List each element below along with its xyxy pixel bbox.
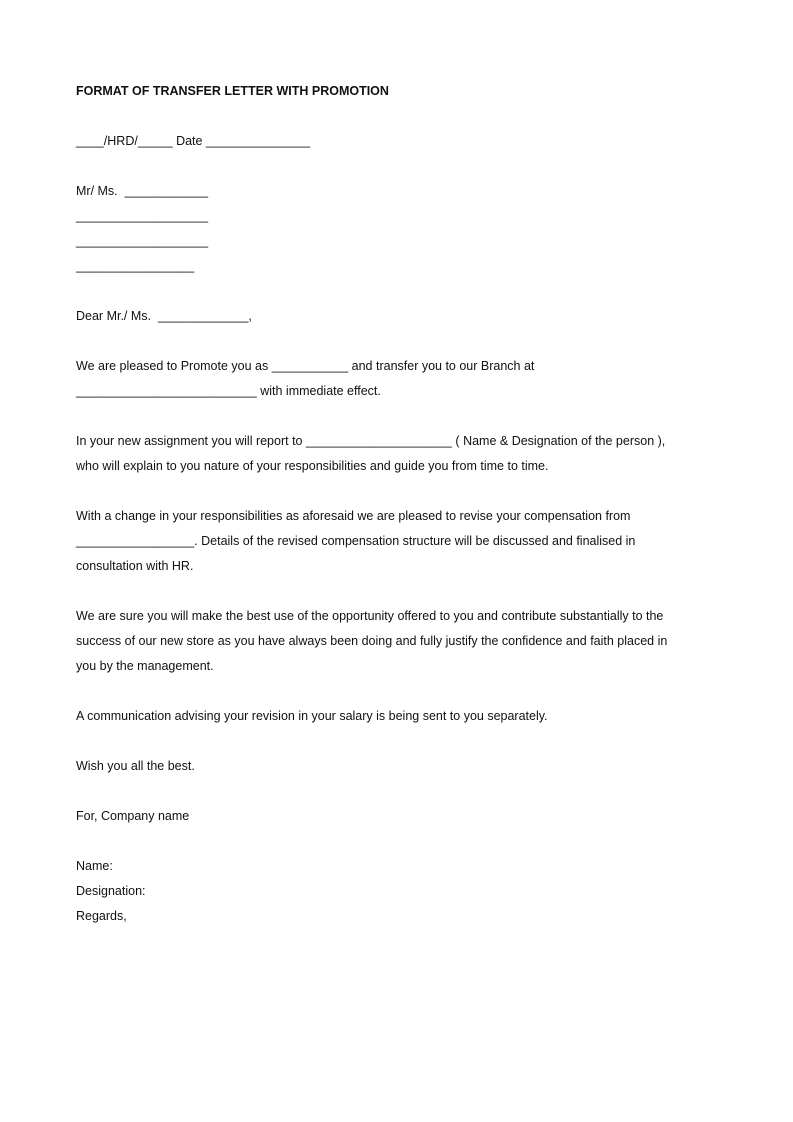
paragraph-opportunity-line-1: We are sure you will make the best use of the opportunity offered to you and contribute substantially to the xyxy=(76,609,664,623)
paragraph-promotion-line-2: __________________________ with immediate effect. xyxy=(76,384,381,398)
wish-line: Wish you all the best. xyxy=(76,759,195,773)
paragraph-compensation-line-3: consultation with HR. xyxy=(76,559,194,573)
paragraph-promotion-line-1: We are pleased to Promote you as ___________ and transfer you to our Branch at xyxy=(76,359,535,373)
paragraph-compensation-line-1: With a change in your responsibilities as aforesaid we are pleased to revise your compensation from xyxy=(76,509,631,523)
address-line-4: _________________ xyxy=(76,259,195,273)
paragraph-compensation-line-2: _________________. Details of the revised compensation structure will be discussed and finalised in xyxy=(76,534,636,548)
paragraph-opportunity-line-3: you by the management. xyxy=(76,659,214,673)
designation-label: Designation: xyxy=(76,884,146,898)
paragraph-reporting-line-2: who will explain to you nature of your responsibilities and guide you from time to time. xyxy=(76,459,549,473)
for-company-line: For, Company name xyxy=(76,809,190,823)
paragraph-salary-communication: A communication advising your revision in your salary is being sent to you separately. xyxy=(76,709,548,723)
address-line-3: ___________________ xyxy=(76,234,209,248)
paragraph-opportunity-line-2: success of our new store as you have always been doing and fully justify the confidence and faith placed in xyxy=(76,634,668,648)
paragraph-reporting-line-1: In your new assignment you will report to _____________________ ( Name & Designation of the person ), xyxy=(76,434,666,448)
salutation: Dear Mr./ Ms. _____________, xyxy=(76,309,252,323)
regards-line: Regards, xyxy=(76,909,127,923)
document-title: FORMAT OF TRANSFER LETTER WITH PROMOTION xyxy=(76,84,389,98)
address-line-2: ___________________ xyxy=(76,209,209,223)
reference-line: ____/HRD/_____ Date _______________ xyxy=(76,134,311,148)
name-label: Name: xyxy=(76,859,113,873)
address-line-1: Mr/ Ms. ____________ xyxy=(76,184,209,198)
